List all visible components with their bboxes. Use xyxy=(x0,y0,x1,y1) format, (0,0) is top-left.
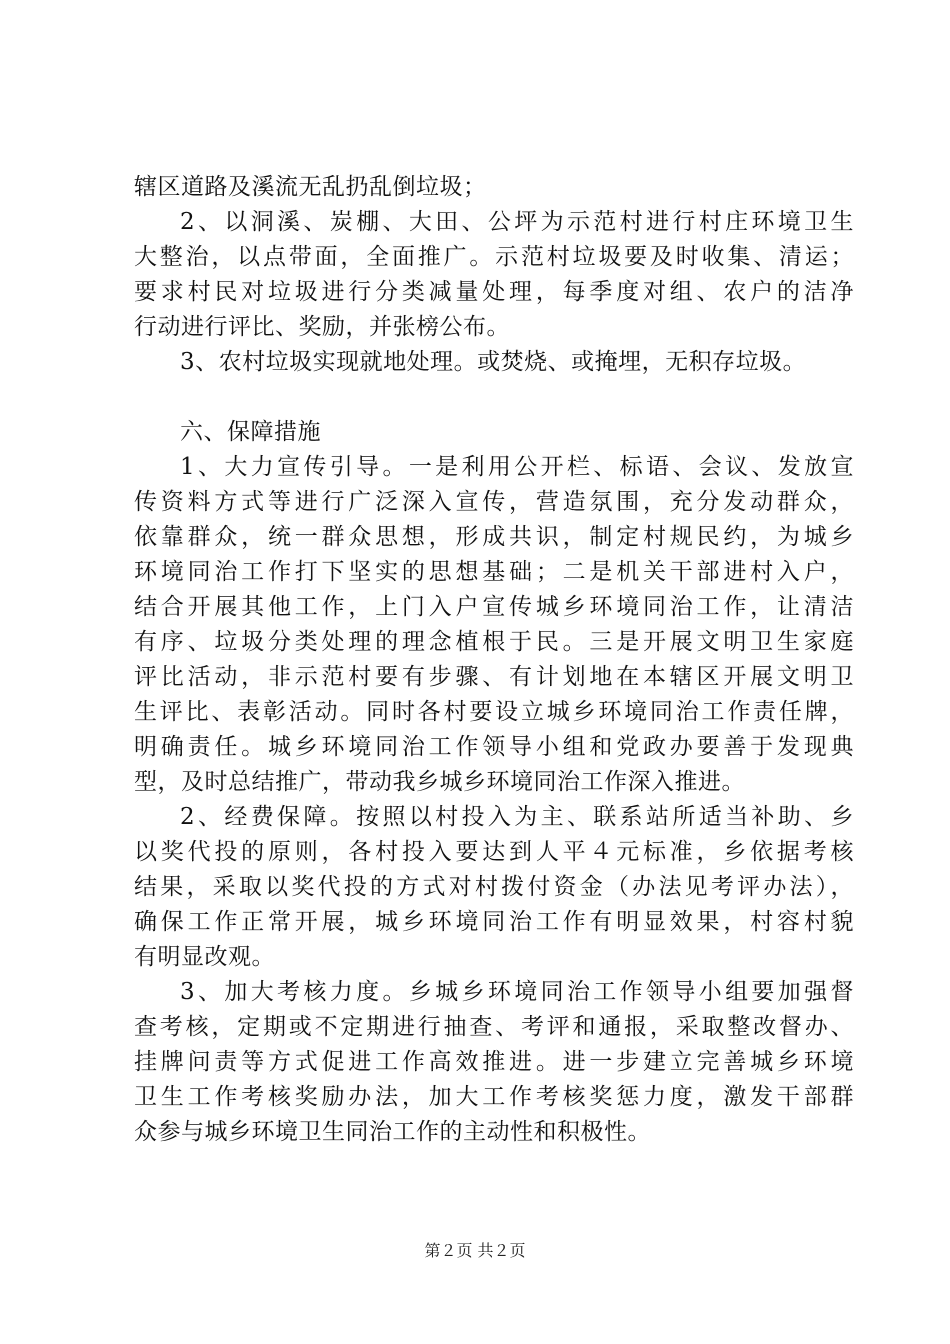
page-footer: 第２页 共２页 xyxy=(424,1241,526,1260)
text-line: 六、保障措施 xyxy=(180,419,321,445)
text-line: 传资料方式等进行广泛深入宣传，营造氛围，充分发动群众， xyxy=(134,489,854,515)
text-line: 1、大力宣传引导。一是利用公开栏、标语、会议、发放宣 xyxy=(180,454,854,480)
paragraph xyxy=(134,205,854,345)
text-line: 行动进行评比、奖励，并张榜公布。 xyxy=(134,314,510,340)
text-line: 有序、垃圾分类处理的理念植根于民。三是开展文明卫生家庭 xyxy=(134,629,854,655)
text-line: 辖区道路及溪流无乱扔乱倒垃圾； xyxy=(134,174,487,200)
text-line: 大整治，以点带面，全面推广。示范村垃圾要及时收集、清运； xyxy=(134,244,854,270)
text-line: 卫生工作考核奖励办法，加大工作考核奖惩力度，激发干部群 xyxy=(134,1084,854,1110)
text-line: 型，及时总结推广，带动我乡城乡环境同治工作深入推进。 xyxy=(134,769,745,795)
text-line: 3、农村垃圾实现就地处理。或焚烧、或掩埋，无积存垃圾。 xyxy=(180,349,807,375)
paragraph xyxy=(134,800,854,975)
text-line: 结合开展其他工作，上门入户宣传城乡环境同治工作，让清洁 xyxy=(134,594,854,620)
text-line: 要求村民对垃圾进行分类减量处理，每季度对组、农户的洁净 xyxy=(134,279,854,305)
text-line: 评比活动，非示范村要有步骤、有计划地在本辖区开展文明卫 xyxy=(134,664,854,690)
text-line: 环境同治工作打下坚实的思想基础；二是机关干部进村入户， xyxy=(134,559,854,585)
text-line: 结果，采取以奖代投的方式对村拨付资金（办法见考评办法）， xyxy=(134,874,854,900)
paragraph xyxy=(134,345,854,380)
text-line: 3、加大考核力度。乡城乡环境同治工作领导小组要加强督 xyxy=(180,979,854,1005)
text-line: 以奖代投的原则，各村投入要达到人平４元标准，乡依据考核 xyxy=(134,839,854,865)
text-line: 2、经费保障。按照以村投入为主、联系站所适当补助、乡 xyxy=(180,804,854,830)
text-line: 挂牌问责等方式促进工作高效推进。进一步建立完善城乡环境 xyxy=(134,1049,854,1075)
paragraph xyxy=(134,450,854,800)
paragraph-spacer xyxy=(134,380,854,415)
text-line: 查考核，定期或不定期进行抽查、考评和通报，采取整改督办、 xyxy=(134,1014,854,1040)
text-line: 2、以洞溪、炭棚、大田、公坪为示范村进行村庄环境卫生 xyxy=(180,209,854,235)
paragraph xyxy=(134,415,854,450)
text-line: 确保工作正常开展，城乡环境同治工作有明显效果，村容村貌 xyxy=(134,909,854,935)
text-line: 依靠群众，统一群众思想，形成共识，制定村规民约，为城乡 xyxy=(134,524,854,550)
paragraph xyxy=(134,170,854,205)
text-line: 有明显改观。 xyxy=(134,944,275,970)
text-line: 明确责任。城乡环境同治工作领导小组和党政办要善于发现典 xyxy=(134,734,854,760)
text-line: 众参与城乡环境卫生同治工作的主动性和积极性。 xyxy=(134,1119,651,1145)
text-line: 生评比、表彰活动。同时各村要设立城乡环境同治工作责任牌， xyxy=(134,699,854,725)
paragraph xyxy=(134,975,854,1150)
document-body xyxy=(134,170,854,1150)
